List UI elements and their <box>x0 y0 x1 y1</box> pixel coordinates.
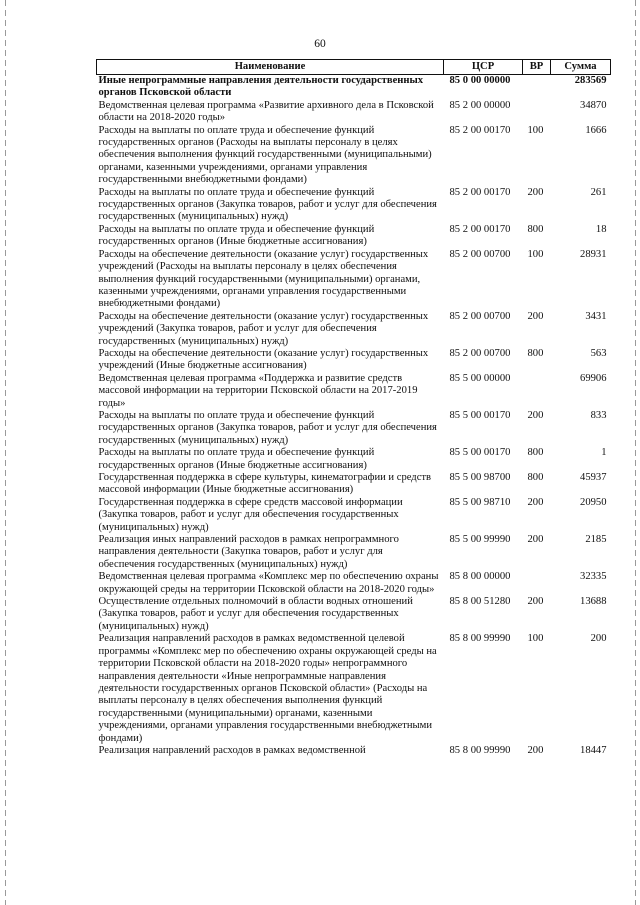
cell-code: 85 2 00 00000 <box>449 99 511 111</box>
cell-sum: 28931 <box>580 248 607 260</box>
table-row <box>97 100 611 125</box>
table-row <box>97 311 611 348</box>
cell-vr: 200 <box>527 596 544 608</box>
cell-vr: 800 <box>527 472 544 483</box>
cell-code: 85 8 00 99990 <box>449 744 511 756</box>
cell-code: 85 5 00 00170 <box>449 447 511 459</box>
cell-code: 85 2 00 00170 <box>449 223 511 235</box>
cell-sum: 1666 <box>585 124 607 136</box>
cell-code: 85 5 00 98710 <box>449 496 511 508</box>
page-number: 60 <box>314 38 326 50</box>
cell-name-text: Реализация направлений расходов в рамках ведомственной <box>98 744 366 756</box>
cell-code: 85 2 00 00170 <box>449 186 511 198</box>
cell-vr: 100 <box>527 633 544 645</box>
table-row <box>97 75 611 100</box>
cell-sum: 69906 <box>580 372 607 384</box>
cell-vr: 200 <box>527 310 544 322</box>
cell-name: Расходы на обеспечение деятельности (оказание услуг) государственных учреждений (Расходы на выплаты персоналу в целях обеспечения выполнения функций государственными (муниципальными) органами, казенными учреждениями, органами управления государственными внебюджетными фондами) <box>98 248 429 310</box>
cell-vr <box>523 571 551 596</box>
cell-name: Расходы на выплаты по оплате труда и обеспечение функций государственных органов (Расходы на выплаты персоналу в целях обеспечения выполнения функций государственными (муниципальными) органами, казенными учреждениями, органами управления государственными внебюджетными фондами) <box>98 124 432 186</box>
cell-sum: 13688 <box>580 596 607 608</box>
cell-name: Ведомственная целевая программа «Комплекс мер по обеспечению охраны окружающей среды на территории Псковской области на 2018-2020 годы» <box>98 571 439 595</box>
cell-code: 85 8 00 00000 <box>449 571 511 583</box>
cell-sum: 261 <box>590 186 607 198</box>
cell-code: 85 8 00 99990 <box>449 633 511 645</box>
cell-code: 85 8 00 51280 <box>449 596 511 608</box>
table-row <box>97 348 611 373</box>
cell-vr <box>523 75 551 100</box>
header-vr: ВР <box>523 60 551 75</box>
cell-name: Реализация направлений расходов в рамках ведомственной целевой программы «Комплекс мер по обеспечению охраны окружающей среды на территории Псковской области на 2018-2020 годы» непрограммного направления деятельности «Иные непрограммные направления деятельности государственных органов Псковской области» (Расходы на выплаты персоналу в целях обеспечения выполнения функций государственными (муниципальными) органами, казенными учреждениями, органами управления государственными внебюджетными фондами) <box>98 633 437 744</box>
table-row <box>97 745 611 757</box>
cell-name: Осуществление отдельных полномочий в области водных отношений (Закупка товаров, работ и услуг для обеспечения государственных (муниципальных) нужд) <box>98 596 413 632</box>
cell-code: 85 5 00 99990 <box>449 534 511 546</box>
scan-edge-left <box>5 0 6 905</box>
cell-vr: 800 <box>527 223 544 235</box>
cell-sum: 2185 <box>585 534 607 546</box>
cell-name: Расходы на выплаты по оплате труда и обеспечение функций государственных органов (Закупка товаров, работ и услуг для обеспечения государственных (муниципальных) нужд) <box>98 186 437 223</box>
cell-sum: 20950 <box>580 496 607 508</box>
cell-name: Расходы на обеспечение деятельности (оказание услуг) государственных учреждений (Закупка товаров, работ и услуг для обеспечения государственных (муниципальных) нужд) <box>98 310 429 347</box>
cell-sum: 200 <box>590 633 607 645</box>
cell-vr: 200 <box>527 496 544 508</box>
cell-code: 85 5 00 00170 <box>449 409 511 421</box>
scan-edge-right <box>635 0 636 905</box>
cell-code: 85 5 00 00000 <box>449 372 511 384</box>
cell-name: Государственная поддержка в сфере средств массовой информации (Закупка товаров, работ и услуг для обеспечения государственных (муниципальных) нужд) <box>98 496 403 533</box>
cell-vr: 200 <box>527 186 544 198</box>
cell-vr: 100 <box>527 124 544 136</box>
cell-name: Реализация иных направлений расходов в рамках непрограммного направления деятельности (Закупка товаров, работ и услуг для обеспечения государственных (муниципальных) нужд) <box>98 534 399 570</box>
cell-sum: 45937 <box>580 472 607 483</box>
cell-name: Ведомственная целевая программа «Поддержка и развитие средств массовой информации на территории Псковской области на 2017-2019 годы» <box>98 372 418 409</box>
cell-code: 85 2 00 00170 <box>449 124 511 136</box>
table-row <box>97 596 611 633</box>
table-row <box>97 633 611 745</box>
cell-sum: 283569 <box>574 75 607 86</box>
header-code: ЦСР <box>444 60 523 75</box>
cell-sum: 3431 <box>585 310 607 322</box>
cell-name: Расходы на выплаты по оплате труда и обеспечение функций государственных органов (Иные бюджетные ассигнования) <box>98 223 375 248</box>
cell-name: Расходы на обеспечение деятельности (оказание услуг) государственных учреждений (Иные бюджетные ассигнования) <box>98 347 429 372</box>
cell-sum: 1 <box>601 447 607 459</box>
table-row <box>97 125 611 187</box>
cell-sum: 18447 <box>580 744 607 756</box>
cell-sum: 34870 <box>580 99 607 111</box>
cell-sum: 18 <box>595 223 607 235</box>
cell-name: Ведомственная целевая программа «Развитие архивного дела в Псковской области на 2018-2020 годы» <box>98 99 434 124</box>
cell-vr <box>523 373 551 410</box>
cell-code: 85 2 00 00700 <box>449 310 511 322</box>
cell-name: Расходы на выплаты по оплате труда и обеспечение функций государственных органов (Иные бюджетные ассигнования) <box>98 447 375 471</box>
table-row <box>97 472 611 497</box>
cell-name: Государственная поддержка в сфере культуры, кинематографии и средств массовой информации (Иные бюджетные ассигнования) <box>98 472 432 496</box>
table-row <box>97 447 611 472</box>
cell-vr: 200 <box>527 534 544 546</box>
cell-code: 85 5 00 98700 <box>449 472 511 483</box>
table-body <box>97 75 611 758</box>
table-row <box>97 410 611 447</box>
table-row <box>97 534 611 571</box>
header-sum: Сумма <box>551 60 611 75</box>
cell-vr <box>523 100 551 125</box>
table-row <box>97 187 611 224</box>
cell-name: Расходы на выплаты по оплате труда и обеспечение функций государственных органов (Закупка товаров, работ и услуг для обеспечения государственных (муниципальных) нужд) <box>98 409 437 446</box>
cell-code: 85 2 00 00700 <box>449 347 511 359</box>
cell-sum: 833 <box>590 409 607 421</box>
cell-sum: 32335 <box>580 571 607 583</box>
table-row <box>97 224 611 249</box>
cell-vr: 800 <box>527 447 544 459</box>
table-row <box>97 249 611 311</box>
cell-code: 85 0 00 00000 <box>449 75 511 86</box>
table-row <box>97 373 611 410</box>
header-name: Наименование <box>97 60 444 75</box>
table-row <box>97 497 611 534</box>
cell-vr: 800 <box>527 347 544 359</box>
cell-sum: 563 <box>590 347 607 359</box>
cell-vr: 100 <box>527 248 544 260</box>
cell-code: 85 2 00 00700 <box>449 248 511 260</box>
budget-table <box>96 59 611 757</box>
cell-name: Иные непрограммные направления деятельности государственных органов Псковской области <box>98 75 424 99</box>
table-row <box>97 571 611 596</box>
cell-name <box>97 745 444 757</box>
cell-vr: 200 <box>527 409 544 421</box>
cell-vr: 200 <box>527 744 544 756</box>
table-header <box>97 60 611 75</box>
